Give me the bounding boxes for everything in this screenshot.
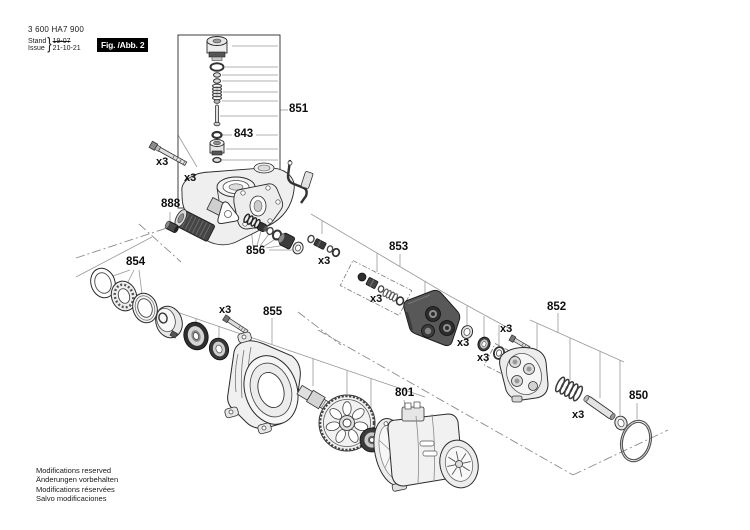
multiplier-x3-washer-1: x3 xyxy=(457,337,470,349)
callout-851: 851 xyxy=(289,103,309,115)
callout-854: 854 xyxy=(126,256,146,268)
callout-855: 855 xyxy=(263,306,283,318)
callout-888: 888 xyxy=(161,198,181,210)
seal-rings-854 xyxy=(87,265,161,326)
valve-spring xyxy=(213,84,222,100)
pin-x3 xyxy=(583,394,617,420)
motor-801 xyxy=(368,402,482,494)
washer xyxy=(214,73,221,77)
multiplier-x3-bolt: x3 xyxy=(156,156,169,168)
o-ring-843 xyxy=(213,132,222,138)
issue-label: Issue xyxy=(28,44,45,52)
callout-843: 843 xyxy=(234,128,254,140)
brace-glyph: } xyxy=(47,34,52,53)
callout-850: 850 xyxy=(629,390,649,402)
pump-head-852 xyxy=(500,335,629,432)
piston-spring xyxy=(554,376,584,402)
multiplier-x3-piston-b: x3 xyxy=(370,293,383,305)
bearing-small xyxy=(207,336,232,363)
issue-value: 21-10-21 xyxy=(52,44,81,52)
multiplier-x3-washer-2: x3 xyxy=(477,352,490,364)
part-number: 3 600 HA7 900 xyxy=(28,25,84,34)
multiplier-x3-screw-852: x3 xyxy=(500,323,513,335)
bearing-large xyxy=(180,319,211,353)
header-block xyxy=(28,25,84,52)
multiplier-x3-screw-855: x3 xyxy=(219,304,232,316)
callout-853: 853 xyxy=(389,241,409,253)
callout-801: 801 xyxy=(395,387,415,399)
leader-lines xyxy=(76,46,637,426)
notice-fr: Modifications réservées xyxy=(36,484,115,494)
valve-cap xyxy=(207,37,227,61)
o-ring xyxy=(211,63,224,71)
valve-pin xyxy=(214,105,220,126)
footer-notices xyxy=(36,467,118,504)
screw-x3 xyxy=(223,315,249,335)
notice-de: Änderungen vorbehalten xyxy=(36,475,119,485)
callout-852: 852 xyxy=(547,301,567,313)
washer xyxy=(214,79,221,83)
washer xyxy=(213,158,221,163)
valve-body xyxy=(210,140,224,156)
multiplier-x3-oring: x3 xyxy=(184,172,197,184)
bolt-x3 xyxy=(149,141,187,167)
multiplier-x3-piston-a: x3 xyxy=(318,255,331,267)
piston-group-a-853 xyxy=(307,235,340,258)
callout-856: 856 xyxy=(246,245,266,257)
mounting-plate xyxy=(234,184,283,229)
notice-en: Modifications reserved xyxy=(36,466,112,475)
washer xyxy=(214,100,220,104)
figure-badge: Fig. /Abb. 2 xyxy=(97,38,148,52)
stand-value: 19-07 xyxy=(52,37,71,45)
stand-label: Stand xyxy=(28,37,47,45)
multiplier-x3-pin: x3 xyxy=(572,409,585,421)
pump-housing-855 xyxy=(224,331,306,434)
valve-block-853 xyxy=(404,290,460,345)
notice-es: Salvo modificaciones xyxy=(36,493,107,503)
